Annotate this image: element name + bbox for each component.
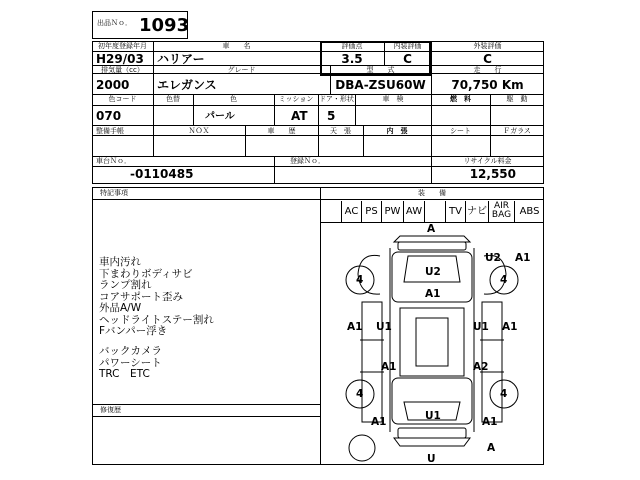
displacement-value: 2000 bbox=[96, 78, 130, 92]
drive-header: 駆 動 bbox=[506, 95, 528, 103]
remark-line: 車内汚れ bbox=[99, 256, 141, 268]
damage-mark: A1 bbox=[425, 288, 441, 300]
remark-line: コアサポート歪み bbox=[99, 290, 183, 303]
remarks-list-a bbox=[99, 257, 214, 338]
transmission-value: AT bbox=[291, 109, 308, 123]
remark-line: 下まわりボディサビ bbox=[99, 267, 193, 280]
recycle-fee-header: リサイクル料金 bbox=[463, 157, 512, 165]
first-reg-header: 初年度登録年月 bbox=[98, 42, 147, 50]
tire-tread-rear-left: 4 bbox=[356, 388, 364, 400]
equip-ps: PS bbox=[362, 201, 382, 222]
color-code-header: 色コード bbox=[108, 95, 137, 103]
grade-header: グレード bbox=[227, 66, 256, 74]
remark-line: ランプ割れ bbox=[99, 279, 152, 291]
vehicle-name-value: ハリアー bbox=[157, 52, 205, 66]
damage-mark: U2 bbox=[425, 266, 441, 278]
tire-tread-front-right: 4 bbox=[500, 274, 508, 286]
interior-trim-header: 内 張 bbox=[386, 127, 408, 135]
equip-navi: ナビ bbox=[466, 201, 489, 222]
tire-tread-front-left: 4 bbox=[356, 274, 364, 286]
damage-mark: U2 bbox=[485, 252, 501, 264]
spare-tire-ring bbox=[349, 435, 375, 461]
damage-mark: A1 bbox=[482, 416, 498, 428]
remarks-header: 特記事項 bbox=[100, 189, 128, 197]
tire-tread-rear-right: 4 bbox=[500, 388, 508, 400]
nox-header: ＮＯＸ bbox=[188, 127, 210, 135]
interior-score-header: 内装評価 bbox=[393, 42, 422, 50]
remark-line: バックカメラ bbox=[99, 345, 162, 357]
exterior-score-header: 外装評価 bbox=[473, 42, 502, 50]
mileage-value: 70,750 Km bbox=[451, 78, 524, 92]
equip-ac: AC bbox=[342, 201, 362, 222]
damage-mark: A1 bbox=[371, 416, 387, 428]
damage-mark: A bbox=[427, 223, 436, 235]
service-book-header: 整備手帳 bbox=[96, 127, 124, 135]
model-code-header: 型 式 bbox=[366, 66, 395, 74]
lot-number-box bbox=[92, 11, 188, 39]
lot-number-label: 出品Ｎｏ． bbox=[97, 19, 132, 27]
equip-airbag: AIR BAG bbox=[489, 201, 515, 222]
model-code-value: DBA-ZSU60W bbox=[335, 78, 426, 92]
damage-mark: A1 bbox=[381, 361, 397, 373]
damage-mark: U bbox=[427, 453, 436, 465]
grade-value: エレガンス bbox=[157, 78, 217, 92]
fuel-header: 燃 料 bbox=[450, 95, 471, 103]
damage-mark: U1 bbox=[473, 321, 489, 333]
windshield-header: Ｆガラス bbox=[503, 127, 531, 135]
exterior-score-value: C bbox=[483, 52, 492, 66]
remark-line: 外品A/W bbox=[99, 302, 142, 314]
score-value: 3.5 bbox=[341, 52, 363, 66]
remark-line: パワーシート bbox=[99, 356, 162, 369]
score-header: 評価点 bbox=[341, 42, 363, 50]
inspection-header: 車 検 bbox=[382, 95, 404, 103]
damage-mark: A2 bbox=[473, 361, 489, 373]
equip-blank bbox=[425, 201, 446, 222]
color-value: パール bbox=[205, 111, 235, 122]
damage-mark: A1 bbox=[347, 321, 363, 333]
color-header: 色 bbox=[230, 95, 237, 103]
equip-tv: TV bbox=[446, 201, 466, 222]
color-code-value: 070 bbox=[96, 109, 122, 123]
mileage-header: 走 行 bbox=[473, 66, 502, 74]
history-header: 車 歴 bbox=[267, 127, 296, 135]
damage-mark: A1 bbox=[502, 321, 518, 333]
lot-number: 1093 bbox=[139, 15, 190, 36]
equip-abs: ABS bbox=[519, 206, 540, 217]
damage-mark: U1 bbox=[376, 321, 392, 333]
damage-mark: U1 bbox=[425, 410, 441, 422]
color-change-header: 色替 bbox=[166, 95, 180, 103]
registration-number-header: 登録Ｎｏ． bbox=[290, 157, 325, 165]
damage-mark: A bbox=[487, 442, 496, 454]
interior-score-value: C bbox=[403, 52, 412, 66]
remarks-list-b bbox=[99, 346, 162, 381]
repair-history-header: 修復歴 bbox=[100, 406, 121, 414]
car-damage-diagram bbox=[320, 222, 544, 465]
headliner-header: 天 張 bbox=[330, 127, 351, 135]
vehicle-name-header: 車 名 bbox=[222, 42, 251, 50]
seat-header: シート bbox=[450, 127, 471, 135]
chassis-number-header: 車台Ｎｏ． bbox=[96, 157, 131, 165]
equip-aw: AW bbox=[404, 201, 425, 222]
transmission-header: ミッション bbox=[278, 95, 314, 103]
doors-value: 5 bbox=[327, 109, 336, 123]
car-front-outline bbox=[394, 236, 470, 242]
displacement-header: 排気量（cc） bbox=[101, 66, 144, 74]
equipment-header: 装 備 bbox=[418, 189, 446, 197]
recycle-fee-value: 12,550 bbox=[469, 167, 516, 181]
remark-line: TRC ETC bbox=[99, 368, 150, 380]
remark-line: ヘッドライトステー割れ bbox=[99, 313, 214, 326]
chassis-number-value: -0110485 bbox=[130, 167, 194, 181]
damage-mark: A1 bbox=[515, 252, 531, 264]
first-reg-value: H29/03 bbox=[96, 52, 144, 66]
doors-header: ドア・形状 bbox=[319, 95, 354, 103]
remark-line: Fバンパー浮き bbox=[99, 325, 168, 337]
equip-pw: PW bbox=[382, 201, 404, 222]
